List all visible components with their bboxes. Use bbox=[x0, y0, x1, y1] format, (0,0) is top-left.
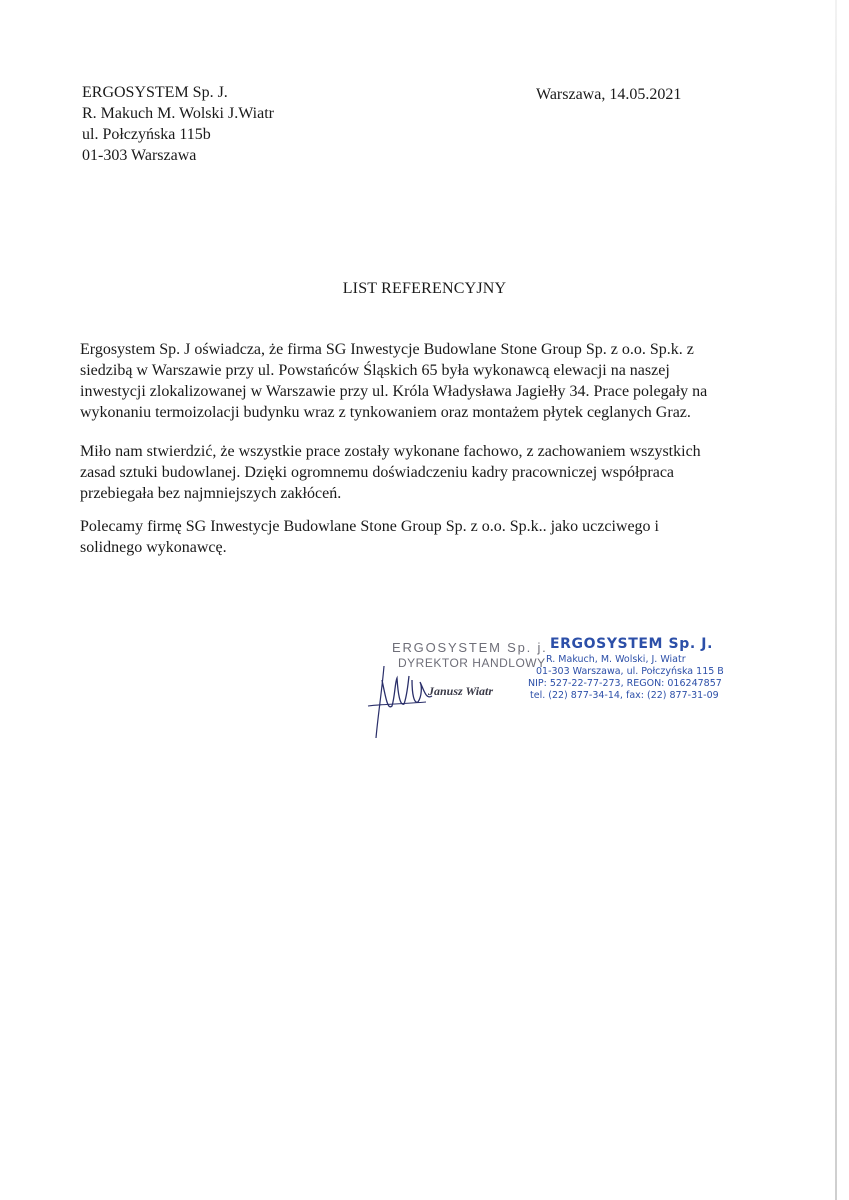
handwritten-signature bbox=[362, 660, 452, 740]
paragraph-line: solidnego wykonawcę. bbox=[80, 539, 227, 556]
paragraph-3 bbox=[80, 516, 752, 558]
paragraph-1 bbox=[80, 339, 752, 423]
paragraph-line: inwestycji zlokalizowanej w Warszawie przy ul. Króla Władysława Jagiełły 34. Prace polegały na bbox=[80, 383, 708, 400]
page-edge bbox=[835, 0, 837, 1200]
paragraph-line: Polecamy firmę SG Inwestycje Budowlane Stone Group Sp. z o.o. Sp.k.. jako uczciwego i bbox=[80, 518, 659, 535]
letter-title: LIST REFERENCYJNY bbox=[342, 280, 507, 297]
sender-company: ERGOSYSTEM Sp. J. bbox=[82, 84, 228, 101]
sender-city: 01-303 Warszawa bbox=[82, 147, 197, 164]
paragraph-line: Miło nam stwierdzić, że wszystkie prace zostały wykonane fachowo, z zachowaniem wszystkich bbox=[80, 443, 701, 460]
paragraph-line: siedzibą w Warszawie przy ul. Powstańców Śląskich 65 była wykonawcą elewacji na naszej bbox=[80, 362, 670, 379]
sender-owners: R. Makuch M. Wolski J.Wiatr bbox=[82, 105, 274, 122]
company-stamp-name: ERGOSYSTEM Sp. J. bbox=[550, 636, 713, 652]
company-stamp-phones: tel. (22) 877-34-14, fax: (22) 877-31-09 bbox=[530, 690, 719, 701]
director-stamp-company: ERGOSYSTEM Sp. j. bbox=[392, 640, 548, 655]
company-stamp-owners: R. Makuch, M. Wolski, J. Wiatr bbox=[546, 654, 686, 665]
signer-name: Janusz Wiatr bbox=[428, 684, 494, 698]
paragraph-line: przebiegała bez najmniejszych zakłóceń. bbox=[80, 485, 342, 502]
paragraph-line: zasad sztuki budowlanej. Dzięki ogromnemu doświadczeniu kadry pracowniczej współpraca bbox=[80, 464, 675, 481]
sender-address bbox=[82, 82, 274, 166]
paragraph-line: wykonaniu termoizolacji budynku wraz z tynkowaniem oraz montażem płytek ceglanych Graz. bbox=[80, 404, 691, 421]
paragraph-line: Ergosystem Sp. J oświadcza, że firma SG Inwestycje Budowlane Stone Group Sp. z o.o. Sp.k. z bbox=[80, 341, 694, 358]
company-stamp bbox=[528, 636, 724, 702]
company-stamp-ids: NIP: 527-22-77-273, REGON: 016247857 bbox=[528, 678, 722, 689]
director-stamp-role: DYREKTOR HANDLOWY bbox=[398, 656, 546, 670]
letter-date: Warszawa, 14.05.2021 bbox=[536, 86, 682, 103]
sender-street: ul. Połczyńska 115b bbox=[82, 126, 211, 143]
paragraph-2 bbox=[80, 441, 752, 504]
company-stamp-address: 01-303 Warszawa, ul. Połczyńska 115 B bbox=[536, 666, 724, 677]
